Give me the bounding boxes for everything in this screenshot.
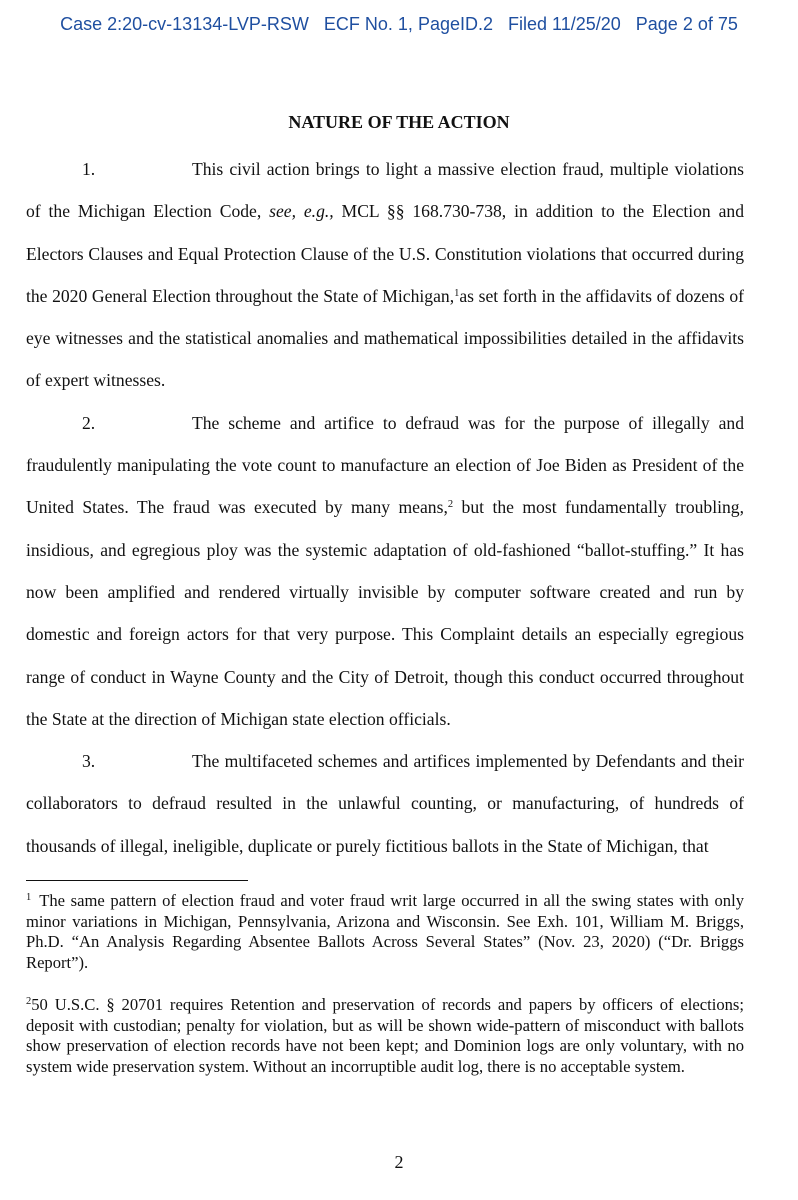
paragraph-number: 3.	[82, 751, 96, 772]
ecf-filing-header	[0, 14, 798, 35]
paragraph-number: 2.	[82, 412, 96, 433]
footnote-mark: 1	[26, 892, 32, 903]
section-heading: NATURE OF THE ACTION	[288, 112, 510, 132]
page-number: 2	[394, 1152, 404, 1172]
paragraph-3: 3. The multifaceted schemes and artifices implemented by Defendants and their collaborators to defraud resulted in the unlawful counting, or manufacturing, of hundreds of thousands of illegal, ineligible, duplicate or purely fictitious ballots in the State of Michigan, that	[26, 740, 744, 867]
footnote-text: The same pattern of election fraud and voter fraud writ large occurred in all the swing states with only minor variations in Michigan, Pennsylvania, Arizona and Wisconsin. See Exh. 101, William M. Briggs, Ph.D. “An Analysis Regarding Absentee Ballots Across Several States” (Nov. 23, 2020) (“Dr. Briggs Report”).	[26, 891, 744, 972]
page-id: PageID.2	[417, 14, 493, 34]
footnotes	[26, 888, 744, 1096]
footnote-divider	[26, 880, 248, 881]
citation-signal: see, e.g.,	[269, 201, 334, 222]
page-count: Page 2 of 75	[635, 14, 738, 34]
footnote-mark: 2	[26, 996, 32, 1007]
case-number: Case 2:20-cv-13134-LVP-RSW	[60, 14, 309, 34]
ecf-number: ECF No. 1,	[323, 14, 413, 34]
filed-date: Filed 11/25/20	[508, 14, 621, 34]
footnote-2	[26, 992, 744, 1077]
footnote-ref-1: 1	[454, 287, 460, 299]
paragraph-2: 2. The scheme and artifice to defraud was for the purpose of illegally and fraudulently manipulating the vote count to manufacture an election of Joe Biden as President of the United States. The fraud was executed by many means,$^2$ but the most fundamentally troubling, insidious, and egregious ploy was the systemic adaptation of old-fashioned “ballot-stuffing.” It has now been amplified and rendered virtually invisible by computer software created and run by domestic and foreign actors for that very purpose. This Complaint details an especially egregious range of conduct in Wayne County and the City of Detroit, though this conduct occurred throughout the State at the direction of Michigan state election officials.	[26, 402, 744, 740]
paragraph-1: 1. This civil action brings to light a massive election fraud, multiple violations of the Michigan Election Code, see, e.g., MCL §§ 168.730-738, in addition to the Election and Electors Clauses and Equal Protection Clause of the U.S. Constitution violations that occurred during the 2020 General Election throughout the State of Michigan,$^1$as set forth in the affidavits of dozens of eye witnesses and the statistical anomalies and mathematical impossibilities detailed in the affidavits of expert witnesses.	[26, 148, 744, 402]
footnote-1	[26, 888, 744, 973]
paragraph-number: 1.	[82, 159, 96, 179]
body-text	[26, 148, 744, 867]
footnote-text: 50 U.S.C. § 20701 requires Retention and preservation of records and papers by officers of elections; deposit with custodian; penalty for violation, but as will be shown wide-pattern of misconduct with ballots show preservation of election records have not been kept; and Dominion logs are only voluntary, with no system wide preservation system. Without an incorruptible audit log, there is no acceptable system.	[26, 995, 744, 1076]
footnote-ref-2: 2	[447, 499, 454, 511]
